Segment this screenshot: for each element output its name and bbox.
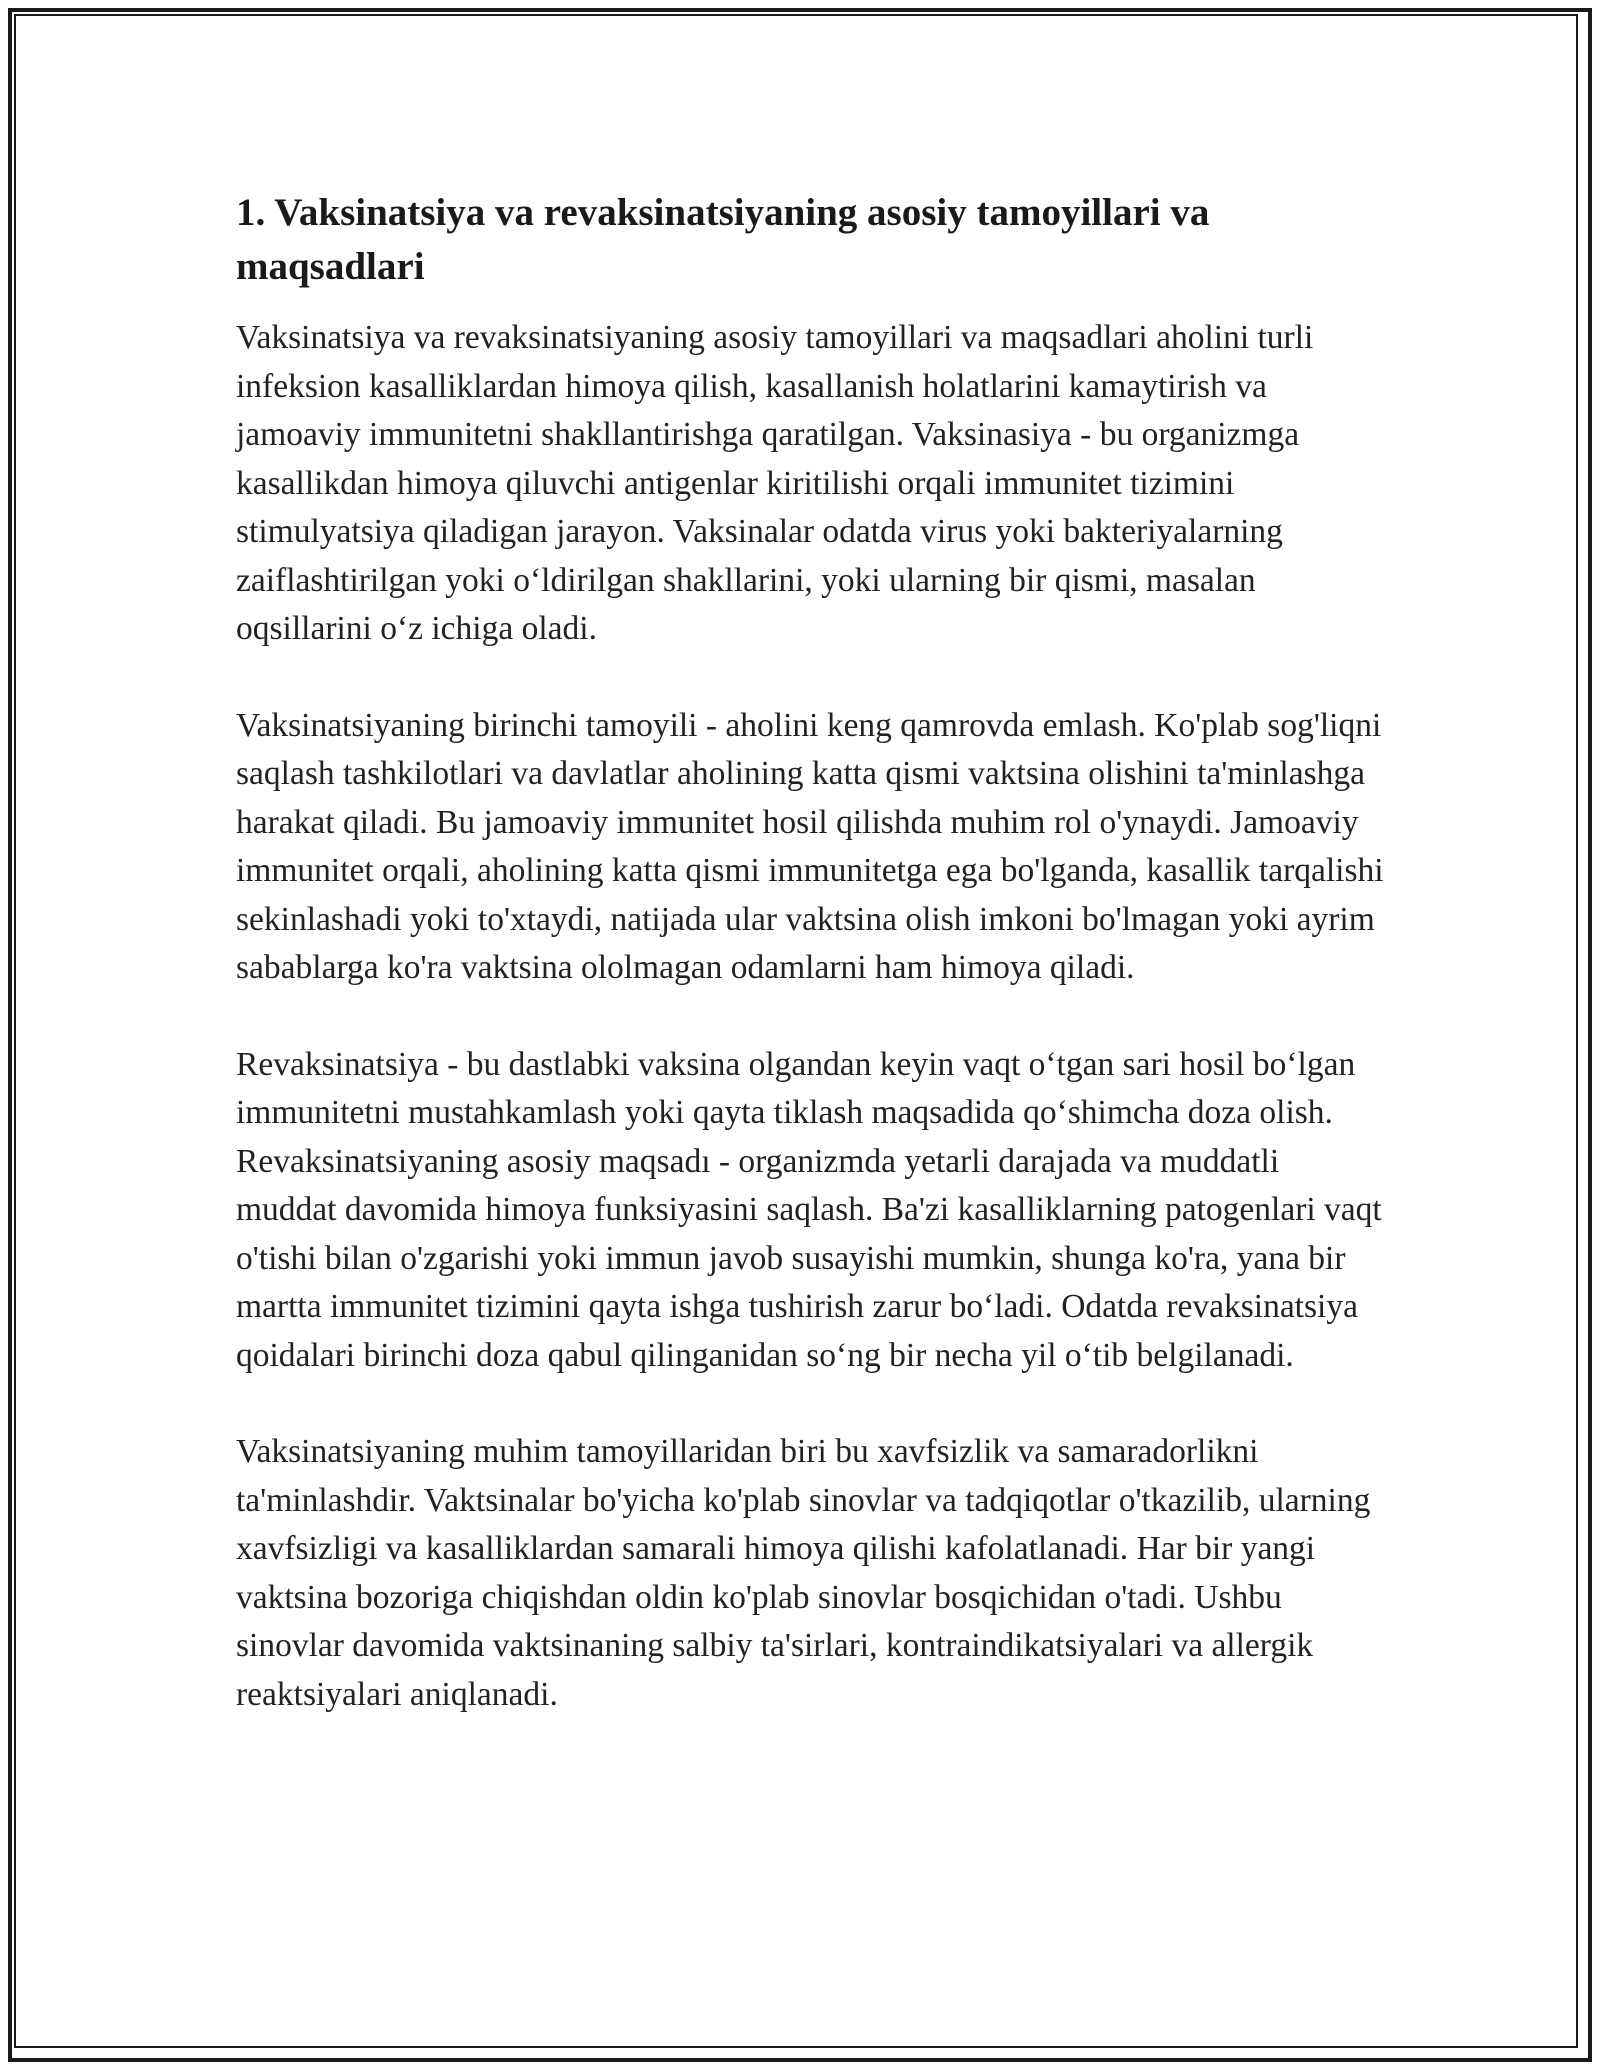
paragraph-revaccination: Revaksinatsiya - bu dastlabki vaksina olgandan keyin vaqt oʻtgan sari hosil boʻlgan immunitetni mustahkamlash yoki qayta tiklash maqsadida qoʻshimcha doza olish. Revaksinatsiyaning asosiy maqsadı - organizmda yetarli darajada va muddatli muddat davomida himoya funksiyasini saqlash. Ba'zi kasalliklarning patogenlari vaqt o'tishi bilan o'zgarishi yoki immun javob susayishi mumkin, shunga ko'ra, yana bir martta immunitet tizimini qayta ishga tushirish zarur boʻladi. Odatda revaksinatsiya qoidalari birinchi doza qabul qilinganidan soʻng bir necha yil oʻtib belgilanadi.: [236, 1045, 1382, 1374]
paragraph-first-principle: Vaksinatsiyaning birinchi tamoyili - aholini keng qamrovda emlash. Ko'plab sog'liqni saqlash tashkilotlari va davlatlar aholining katta qismi vaktsina olishini ta'minlashga harakat qiladi. Bu jamoaviy immunitet hosil qilishda muhim rol o'ynaydi. Jamoaviy immunitet orqali, aholining katta qismi immunitetga ega bo'lganda, kasallik tarqalishi sekinlashadi yoki to'xtaydi, natijada ular vaktsina olish imkoni bo'lmagan yoki ayrim sabablarga ko'ra vaktsina ololmagan odamlarni ham himoya qiladi.: [236, 706, 1384, 986]
paragraph-safety-efficacy: Vaksinatsiyaning muhim tamoyillaridan biri bu xavfsizlik va samaradorlikni ta'minlashdir. Vaktsinalar bo'yicha ko'plab sinovlar va tadqiqotlar o'tkazilib, ularning xavfsizligi va kasalliklardan samarali himoya qilishi kafolatlanadi. Har bir yangi vaktsina bozoriga chiqishdan oldin ko'plab sinovlar bosqichidan o'tadi. Ushbu sinovlar davomida vaktsinaning salbiy ta'sirlari, kontraindikatsiyalari va allergik reaktsiyalari aniqlanadi.: [236, 1433, 1371, 1713]
paragraph-vaccination-overview: Vaksinatsiya va revaksinatsiyaning asosiy tamoyillari va maqsadlari aholini turli infeksion kasalliklardan himoya qilish, kasallanish holatlarini kamaytirish va jamoaviy immunitetni shakllantirishga qaratilgan. Vaksinasiya - bu organizmga kasallikdan himoya qiluvchi antigenlar kiritilishi orqali immunitet tizimini stimulyatsiya qiladigan jarayon. Vaksinalar odatda virus yoki bakteriyalarning zaiflashtirilgan yoki oʻldirilgan shakllarini, yoki ularning bir qismi, masalan oqsillarini oʻz ichiga oladi.: [236, 319, 1314, 647]
section-heading: 1. Vaksinatsiya va revaksinatsiyaning asosiy tamoyillari va maqsadlari: [236, 191, 1210, 288]
document-body: [236, 186, 1386, 1767]
